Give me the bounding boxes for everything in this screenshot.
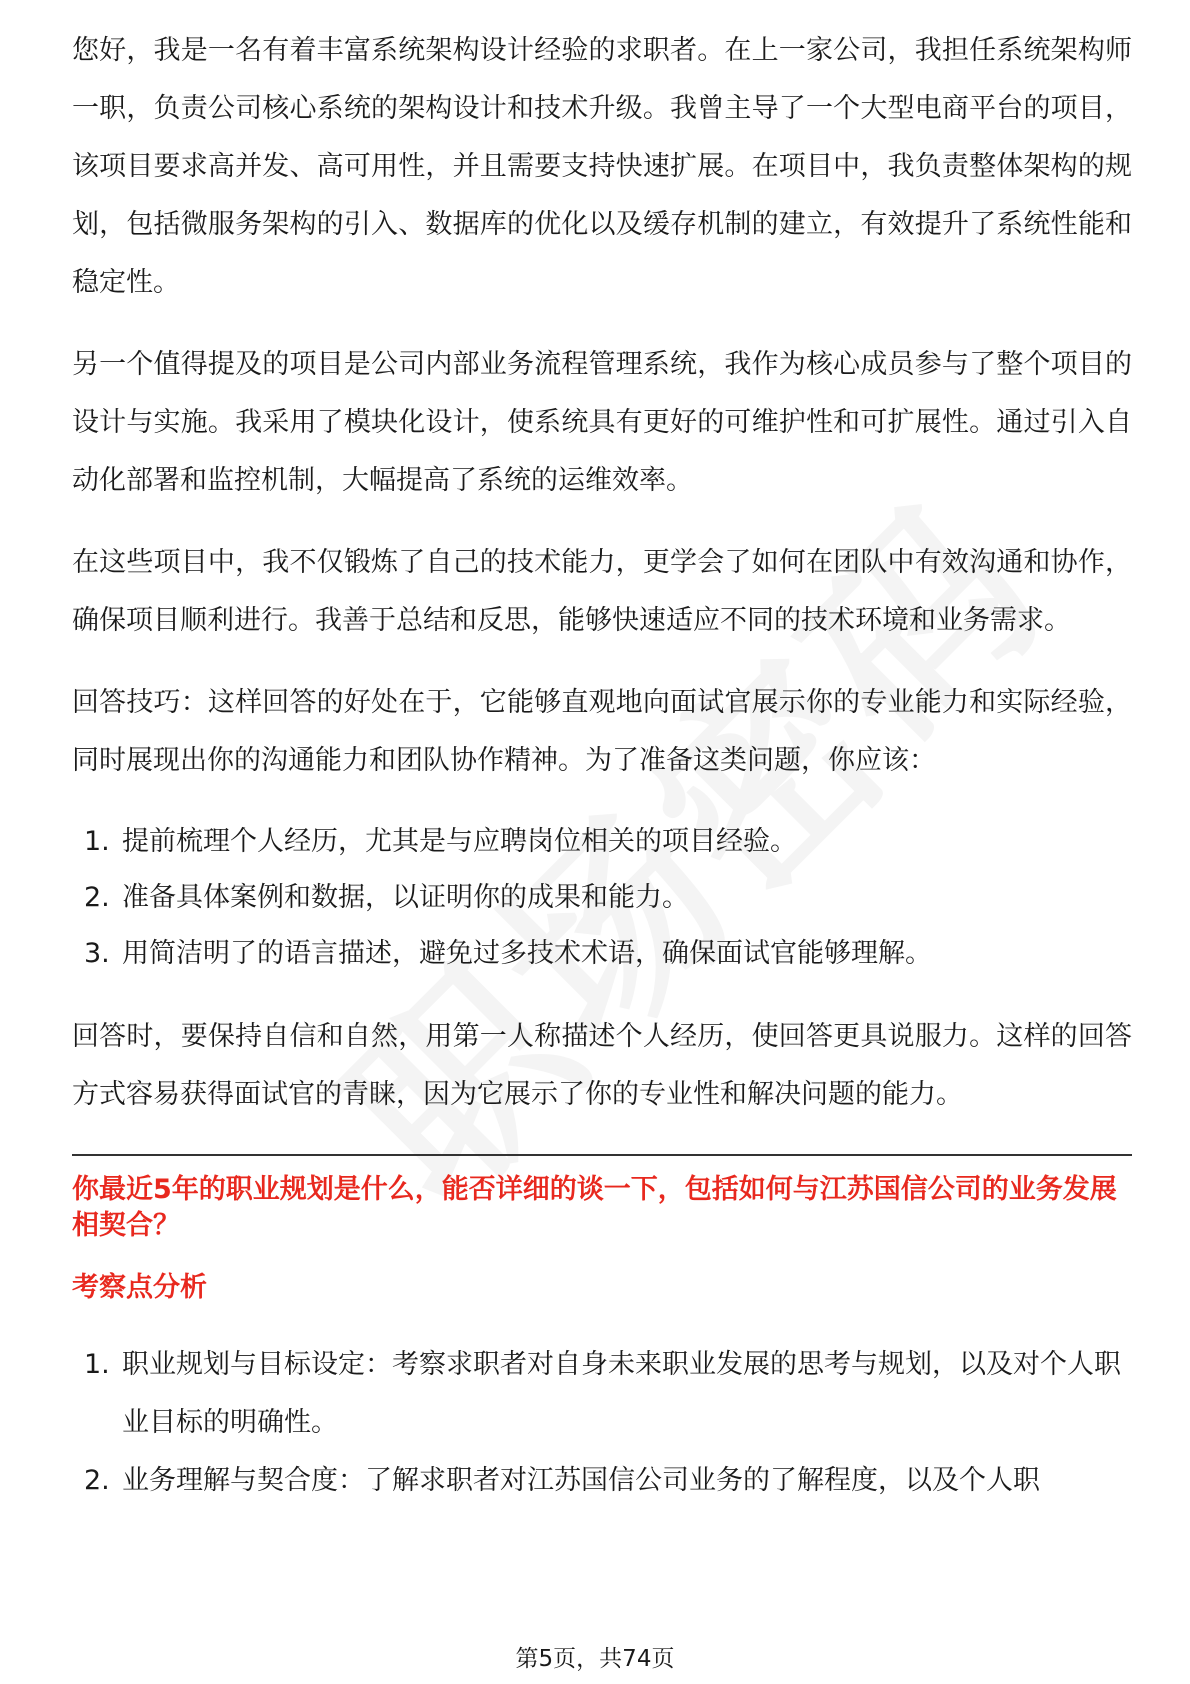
page-content [72, 22, 1132, 1536]
paragraph-experience: 您好，我是一名有着丰富系统架构设计经验的求职者。在上一家公司，我担任系统架构师一职，负责公司核心系统的架构设计和技术升级。我曾主导了一个大型电商平台的项目，该项目要求高并发、高可用性，并且需要支持快速扩展。在项目中，我负责整体架构的规划，包括微服务架构的引入、数据库的优化以及缓存机制的建立，有效提升了系统性能和稳定性。 [72, 35, 1132, 298]
page-footer: 第5页，共74页 [515, 1646, 675, 1672]
list-item-text: 职业规划与目标设定：考察求职者对自身未来职业发展的思考与规划，以及对个人职业目标的明确性。 [122, 1349, 1121, 1438]
paragraph-closing: 回答时，要保持自信和自然，用第一人称描述个人经历，使回答更具说服力。这样的回答方式容易获得面试官的青睐，因为它展示了你的专业性和解决问题的能力。 [72, 1021, 1132, 1110]
interview-question: 你最近5年的职业规划是什么，能否详细的谈一下，包括如何与江苏国信公司的业务发展相契合？ [72, 1174, 1117, 1241]
paragraph-skills: 在这些项目中，我不仅锻炼了自己的技术能力，更学会了如何在团队中有效沟通和协作，确保项目顺利进行。我善于总结和反思，能够快速适应不同的技术环境和业务需求。 [72, 547, 1132, 636]
list-item-number: 2. [84, 1465, 110, 1496]
list-item [84, 870, 1132, 926]
paragraph-second-project: 另一个值得提及的项目是公司内部业务流程管理系统，我作为核心成员参与了整个项目的设计与实施。我采用了模块化设计，使系统具有更好的可维护性和可扩展性。通过引入自动化部署和监控机制，大幅提高了系统的运维效率。 [72, 349, 1132, 496]
list-item-number: 3. [84, 938, 110, 969]
analysis-title: 考察点分析 [72, 1272, 207, 1303]
list-item [84, 926, 1132, 982]
list-item-text: 提前梳理个人经历，尤其是与应聘岗位相关的项目经验。 [122, 826, 797, 857]
section-divider [72, 1154, 1132, 1156]
list-item-number: 2. [84, 882, 110, 913]
analysis-list [72, 1336, 1132, 1510]
list-item-number: 1. [84, 826, 110, 857]
list-item-text: 用简洁明了的语言描述，避免过多技术术语，确保面试官能够理解。 [122, 938, 932, 969]
list-item-text: 业务理解与契合度：了解求职者对江苏国信公司业务的了解程度，以及个人职 [122, 1465, 1040, 1496]
list-item [84, 1452, 1132, 1510]
paragraph-answer-tips: 回答技巧：这样回答的好处在于，它能够直观地向面试官展示你的专业能力和实际经验，同时展现出你的沟通能力和团队协作精神。为了准备这类问题，你应该： [72, 687, 1132, 776]
tips-list [72, 814, 1132, 982]
list-item-number: 1. [84, 1349, 110, 1380]
list-item-text: 准备具体案例和数据，以证明你的成果和能力。 [122, 882, 689, 913]
list-item [84, 1336, 1132, 1452]
list-item [84, 814, 1132, 870]
